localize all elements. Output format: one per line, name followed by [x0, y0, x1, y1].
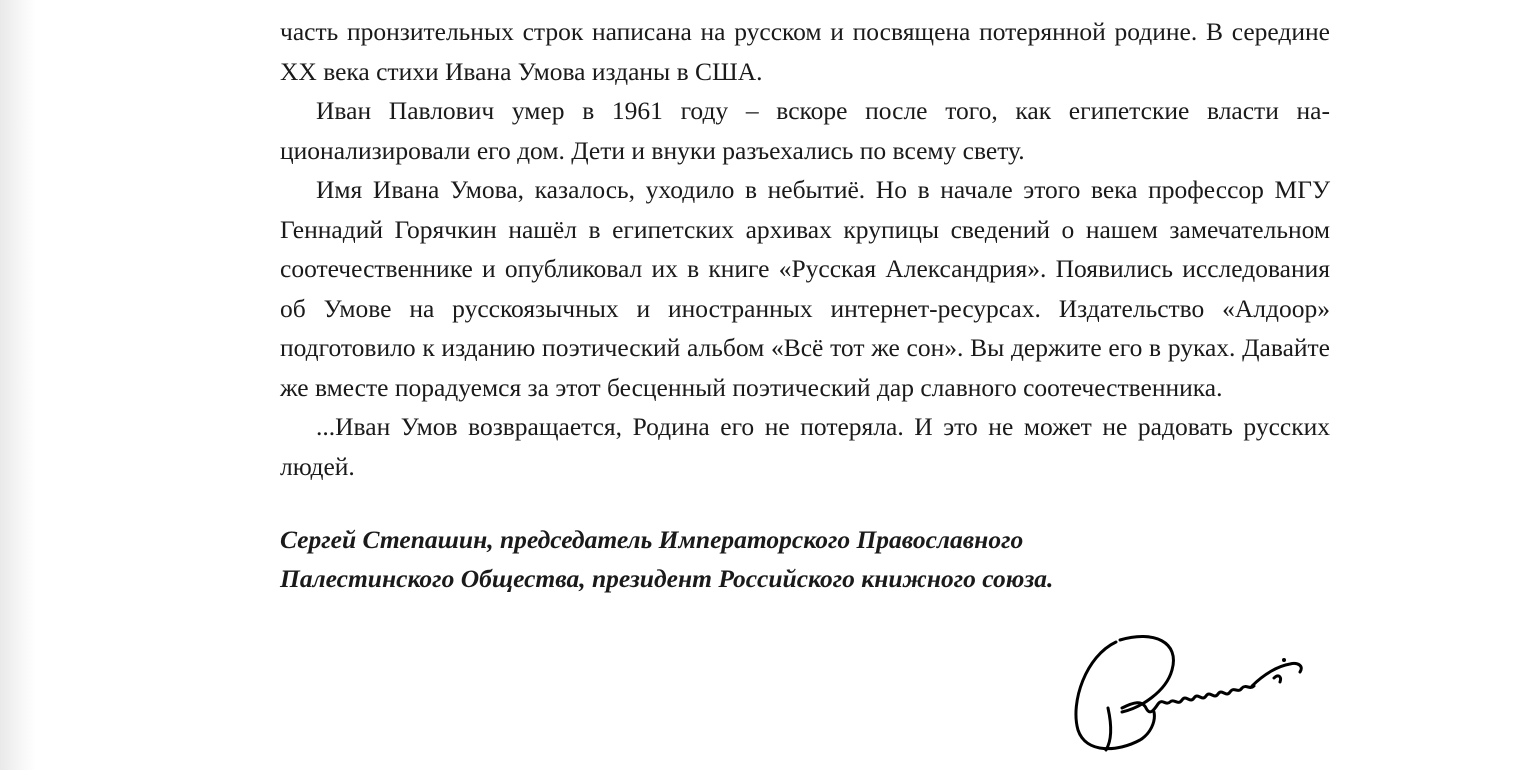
- page-gutter-shadow: [0, 0, 36, 770]
- paragraph-2: Иван Павлович умер в 1961 году – вскоре после того, как египетские власти национализировали его дом. Дети и внуки разъехались по всему свету.: [280, 96, 1330, 165]
- paragraph-4: ...Иван Умов возвращается, Родина его не потеряла. И это не может не радовать русских людей.: [280, 412, 1330, 481]
- author-name-line: Сергей Степашин, председатель Императорского Православного: [280, 525, 1024, 554]
- paragraph-3: Имя Ивана Умова, казалось, уходило в небытиё. Но в начале этого века профессор МГУ Геннадий Горячкин нашёл в египетских архивах крупицы сведений о нашем замечательном соотечественнике и опубликовал их в книге «Русская Александрия». Появились исследования об Умове на русскоязычных и иностранных интернет-ресурсах. Издательство «Алдоор» подготовило к изданию поэтический альбом «Всё тот же сон». Вы держите его в руках. Давайте же вместе порадуемся за этот бесценный поэтический дар славного соотечественника.: [280, 175, 1330, 402]
- handwritten-signature: [1068, 630, 1308, 760]
- paragraph-1: часть пронзительных строк написана на русском и посвящена потерянной родине. В середине XX века стихи Ивана Умова изданы в США.: [280, 17, 1330, 86]
- document-page: [280, 12, 1330, 598]
- author-signature-block: [280, 520, 1220, 598]
- author-title-line: Палестинского Общества, президент Российского книжного союза.: [280, 564, 1054, 593]
